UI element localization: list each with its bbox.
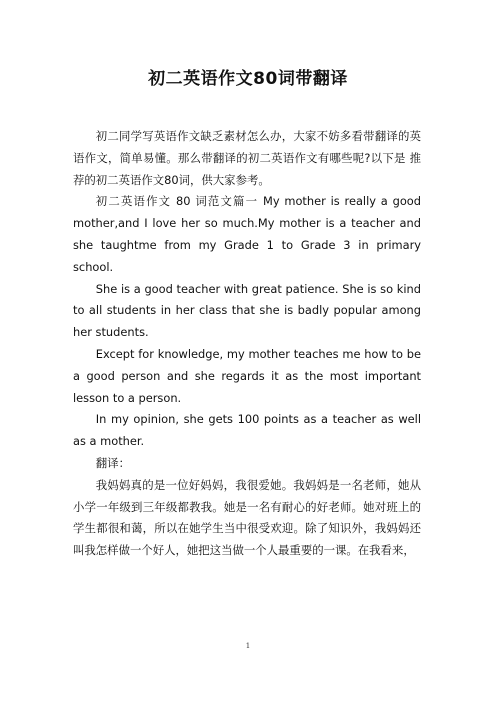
- essay-paragraph-4: In my opinion, she gets 100 points as a teacher as well as a mother.: [73, 412, 421, 449]
- document-body: [73, 126, 421, 562]
- translation-paragraph: 我妈妈真的是一位好妈妈，我很爱她。我妈妈是一名老师，她从小学一年级到三年级都教我。她是一名有耐心的好老师。她对班上的学生都很和蔼，所以在她学生当中很受欢迎。除了知识外，我妈妈还叫我怎样做一个好人，她把这当做一个人最重要的一课。在我看来，: [73, 477, 421, 558]
- document-title: 初二英语作文80词带翻译: [148, 69, 348, 89]
- essay-paragraph-3: Except for knowledge, my mother teaches me how to be a good person and she regards it as the most important lesson to a person.: [73, 346, 421, 405]
- page-number: 1: [245, 642, 251, 650]
- translation-heading: 翻译：: [95, 455, 130, 470]
- essay-paragraph-2: She is a good teacher with great patience. She is so kind to all students in her class that she is badly popular among her students.: [73, 281, 421, 340]
- intro-paragraph: 初二同学写英语作文缺乏素材怎么办，大家不妨多看带翻译的英语作文，简单易懂。那么带翻译的初二英语作文有哪些呢?以下是 推荐的初二英语作文80词，供大家参考。: [73, 129, 421, 187]
- essay-paragraph-1: 初二英语作文 80 词范文篇一 My mother is really a good mother,and I love her so much.My mother is a teacher and she taughtme from my Grade 1 to Grade 3 in primary school.: [73, 194, 421, 274]
